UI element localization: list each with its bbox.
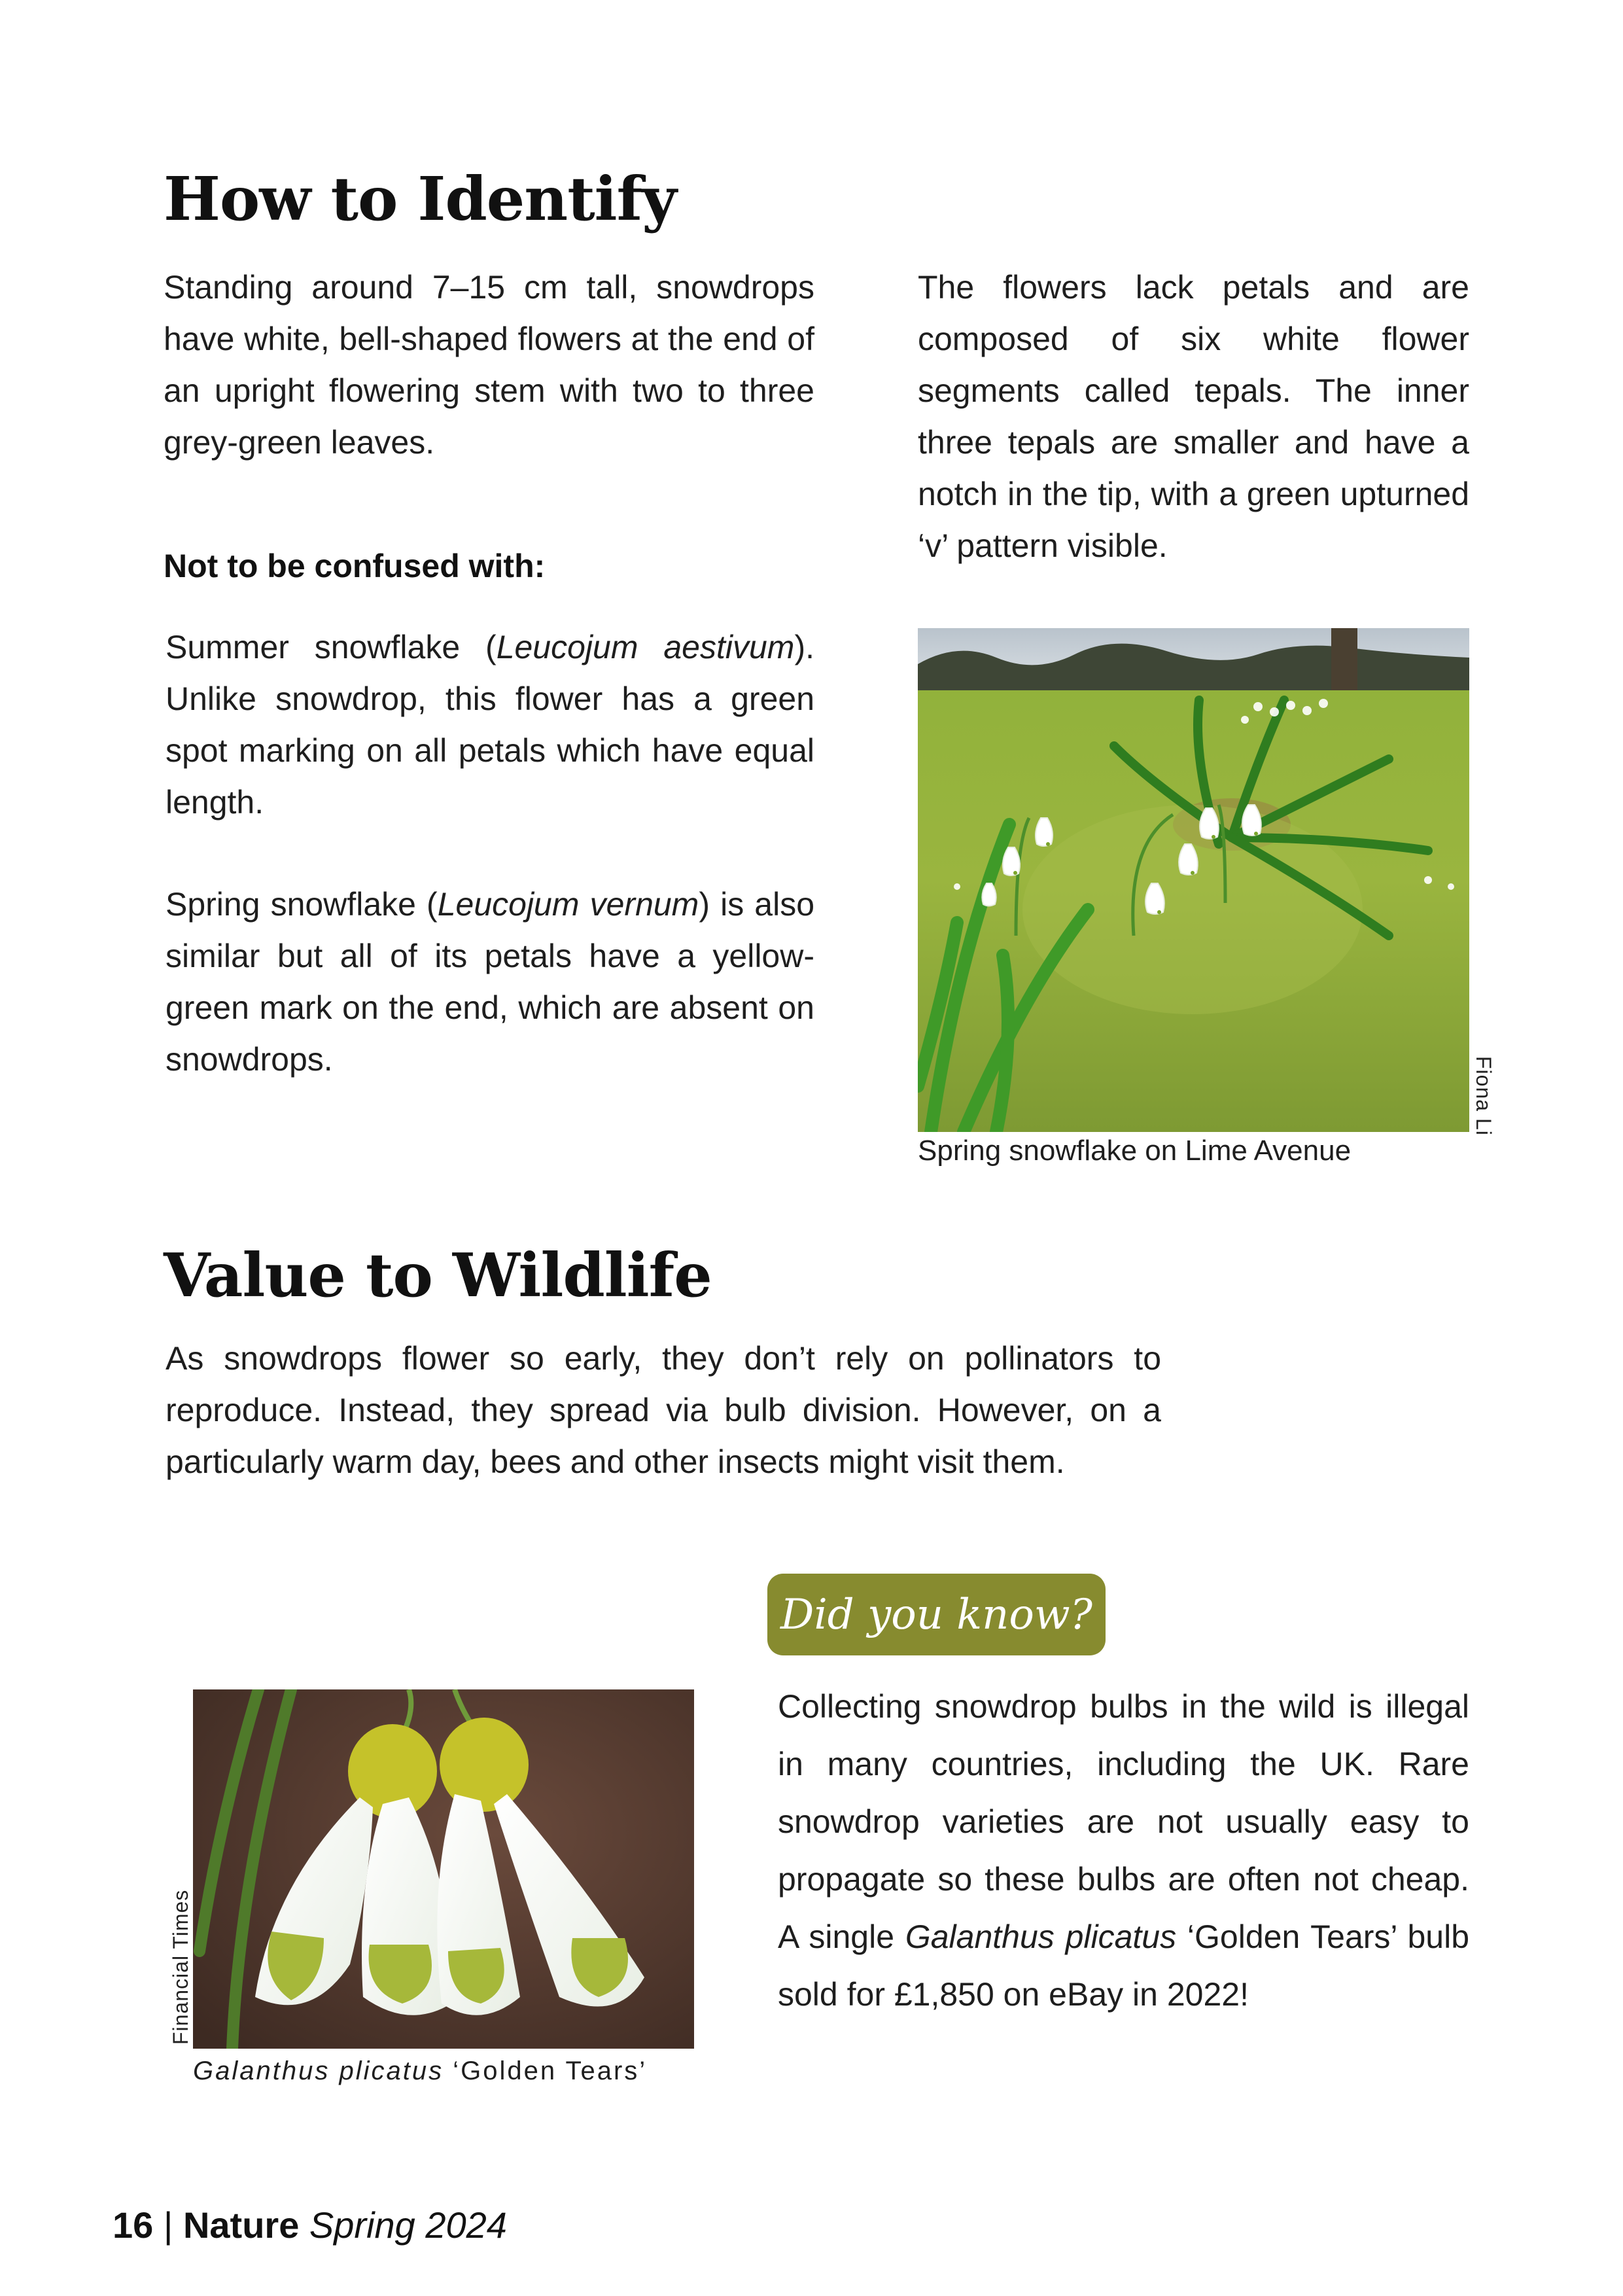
galanthus-caption: Galanthus plicatus ‘Golden Tears’ [193,2057,648,2085]
issue-label: Spring 2024 [299,2204,507,2246]
spring-snowflake-paragraph: Spring snowflake (Leucojum vernum) is also similar but all of its petals have a yellow-green mark on the end, which are absent on snowdrops. [166,886,815,1078]
wildlife-paragraph: As snowdrops flower so early, they don’t rely on pollinators to reproduce. Instead, they spread via bulb division. However, on a particularly warm day, bees and other insects might visit them. [166,1340,1161,1480]
galanthus-photo [193,1689,694,2049]
page-footer: 16 | Nature Spring 2024 [113,2204,507,2246]
section-heading-identify: How to Identify [164,164,676,234]
did-you-know-badge: Did you know? [767,1574,1106,1655]
did-you-know-paragraph: Collecting snowdrop bulbs in the wild is illegal in many countries, including the UK. Rare snowdrop varieties are not usually easy to propagate so these bulbs are often not cheap. A single Galanthus plicatus ‘Golden Tears’ bulb sold for £1,850 on eBay in 2022! [778,1688,1469,2013]
spring-snowflake-photo [918,628,1469,1132]
section-heading-wildlife: Value to Wildlife [164,1240,712,1311]
magazine-section: Nature [183,2204,300,2246]
photo-credit-financial-times: Financial Times [169,1889,192,2045]
photo-credit-fiona: Fiona Li [1472,1056,1495,1136]
identify-left-paragraph: Standing around 7–15 cm tall, snowdrops have white, bell-shaped flowers at the end of an upright flowering stem with two to three grey-green leaves. [164,269,814,461]
page-number: 16 [113,2204,154,2246]
identify-right-paragraph: The flowers lack petals and are composed of six white flower segments called tepals. The inner three tepals are smaller and have a notch in the tip, with a green upturned ‘v’ pattern visible. [918,269,1469,564]
confused-with-heading: Not to be confused with: [164,548,546,584]
spring-snowflake-caption: Spring snowflake on Lime Avenue [918,1135,1352,1167]
summer-snowflake-paragraph: Summer snowflake (Leucojum aestivum). Unlike snowdrop, this flower has a green spot marking on all petals which have equal length. [166,629,814,821]
